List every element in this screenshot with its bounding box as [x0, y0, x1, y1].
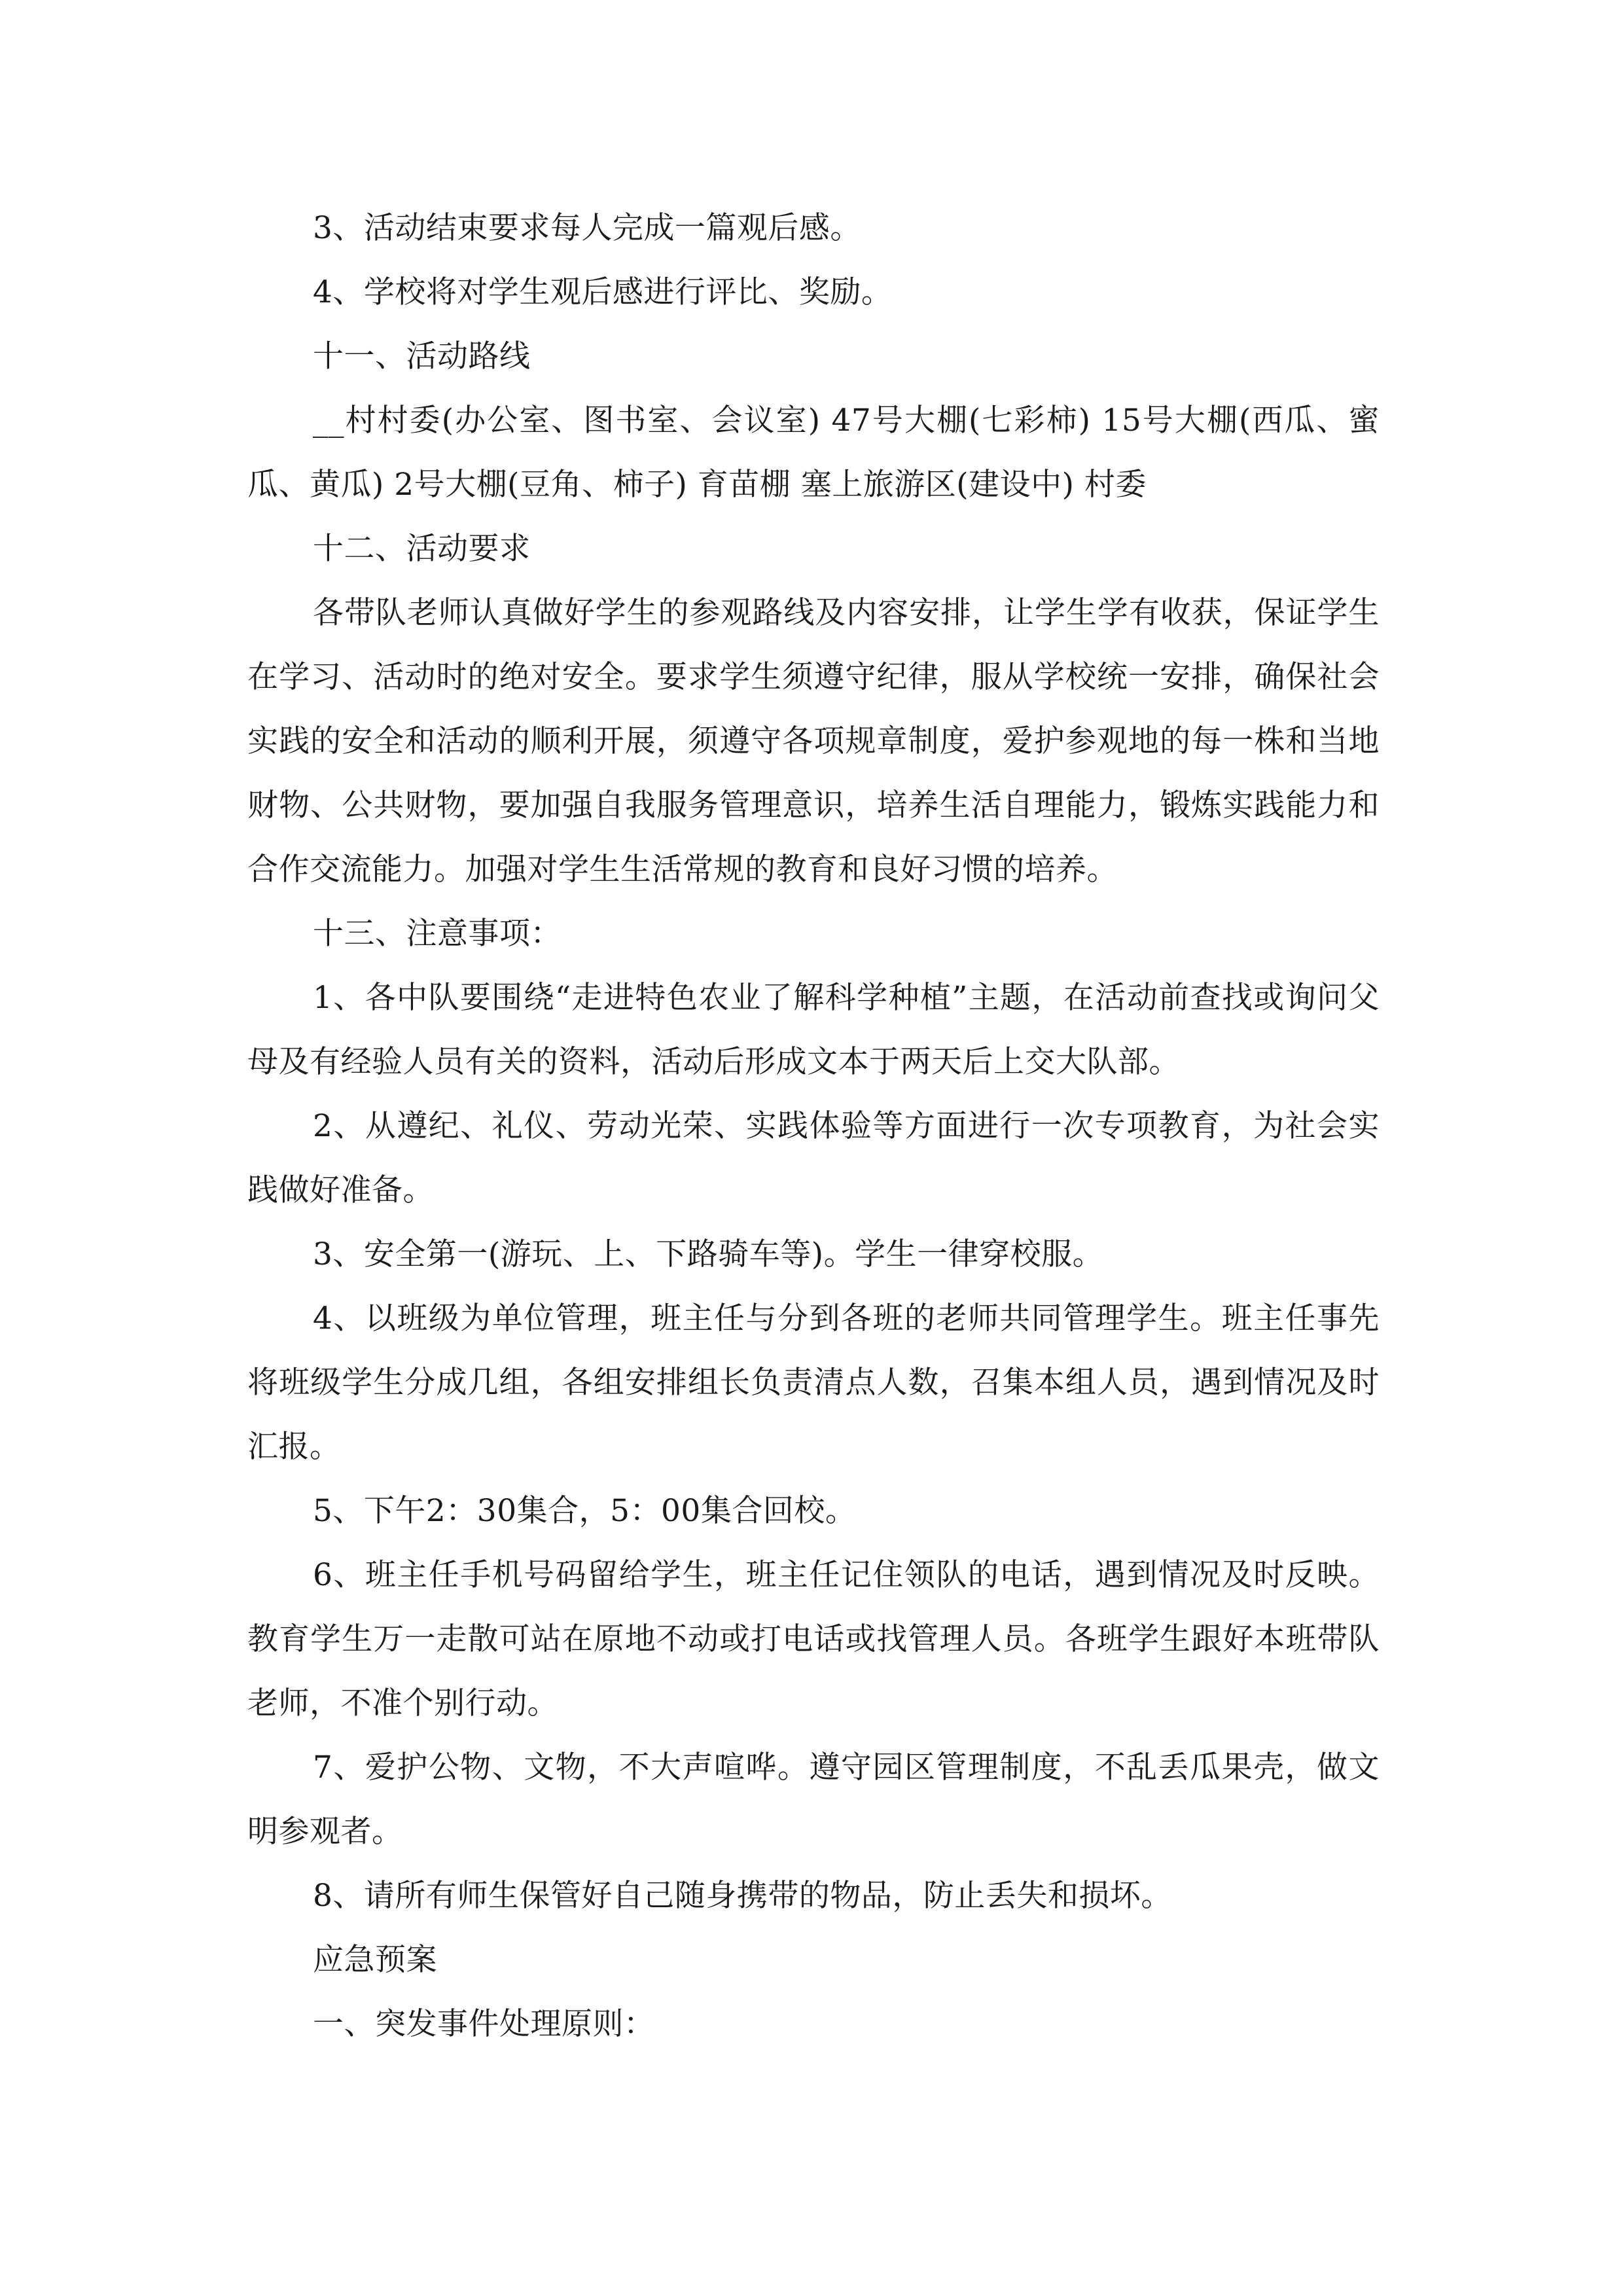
paragraph-route-details: __村村委(办公室、图书室、会议室) 47号大棚(七彩柿) 15号大棚(西瓜、蜜瓜、黄瓜) 2号大棚(豆角、柿子) 育苗棚 塞上旅游区(建设中) 村委 — [247, 403, 1380, 503]
paragraph-item-4-evaluation: 4、学校将对学生观后感进行评比、奖励。 — [313, 274, 893, 310]
subheading-emergency-principles: 一、突发事件处理原则： — [313, 2006, 655, 2042]
paragraph-item-3-review: 3、活动结束要求每人完成一篇观后感。 — [313, 210, 861, 246]
note-item-8: 8、请所有师生保管好自己随身携带的物品，防止丢失和损坏。 — [313, 1878, 1172, 1914]
note-item-5: 5、下午2：30集合，5：00集合回校。 — [313, 1493, 857, 1529]
section-heading-emergency-plan: 应急预案 — [313, 1942, 437, 1978]
note-item-3: 3、安全第一(游玩、上、下路骑车等)。学生一律穿校服。 — [313, 1236, 1104, 1272]
note-item-7: 7、爱护公物、文物，不大声喧哗。遵守园区管理制度，不乱丢瓜果壳，做文明参观者。 — [247, 1749, 1380, 1850]
section-heading-requirements: 十二、活动要求 — [313, 531, 531, 567]
document-body — [247, 196, 1380, 2056]
section-heading-route: 十一、活动路线 — [313, 338, 531, 374]
paragraph-requirements: 各带队老师认真做好学生的参观路线及内容安排，让学生学有收获，保证学生在学习、活动时的绝对安全。要求学生须遵守纪律，服从学校统一安排，确保社会实践的安全和活动的顺利开展，须遵守各项规章制度，爱护参观地的每一株和当地财物、公共财物，要加强自我服务管理意识，培养生活自理能力，锻炼实践能力和合作交流能力。加强对学生生活常规的教育和良好习惯的培养。 — [247, 595, 1380, 888]
note-item-4: 4、以班级为单位管理，班主任与分到各班的老师共同管理学生。班主任事先将班级学生分成几组，各组安排组长负责清点人数，召集本组人员，遇到情况及时汇报。 — [247, 1300, 1380, 1465]
note-item-6: 6、班主任手机号码留给学生，班主任记住领队的电话，遇到情况及时反映。教育学生万一走散可站在原地不动或打电话或找管理人员。各班学生跟好本班带队老师，不准个别行动。 — [247, 1557, 1380, 1721]
note-item-1: 1、各中队要围绕“走进特色农业了解科学种植”主题，在活动前查找或询问父母及有经验人员有关的资料，活动后形成文本于两天后上交大队部。 — [247, 980, 1380, 1080]
note-item-2: 2、从遵纪、礼仪、劳动光荣、实践体验等方面进行一次专项教育，为社会实践做好准备。 — [247, 1108, 1380, 1208]
section-heading-notes: 十三、注意事项： — [313, 916, 562, 952]
